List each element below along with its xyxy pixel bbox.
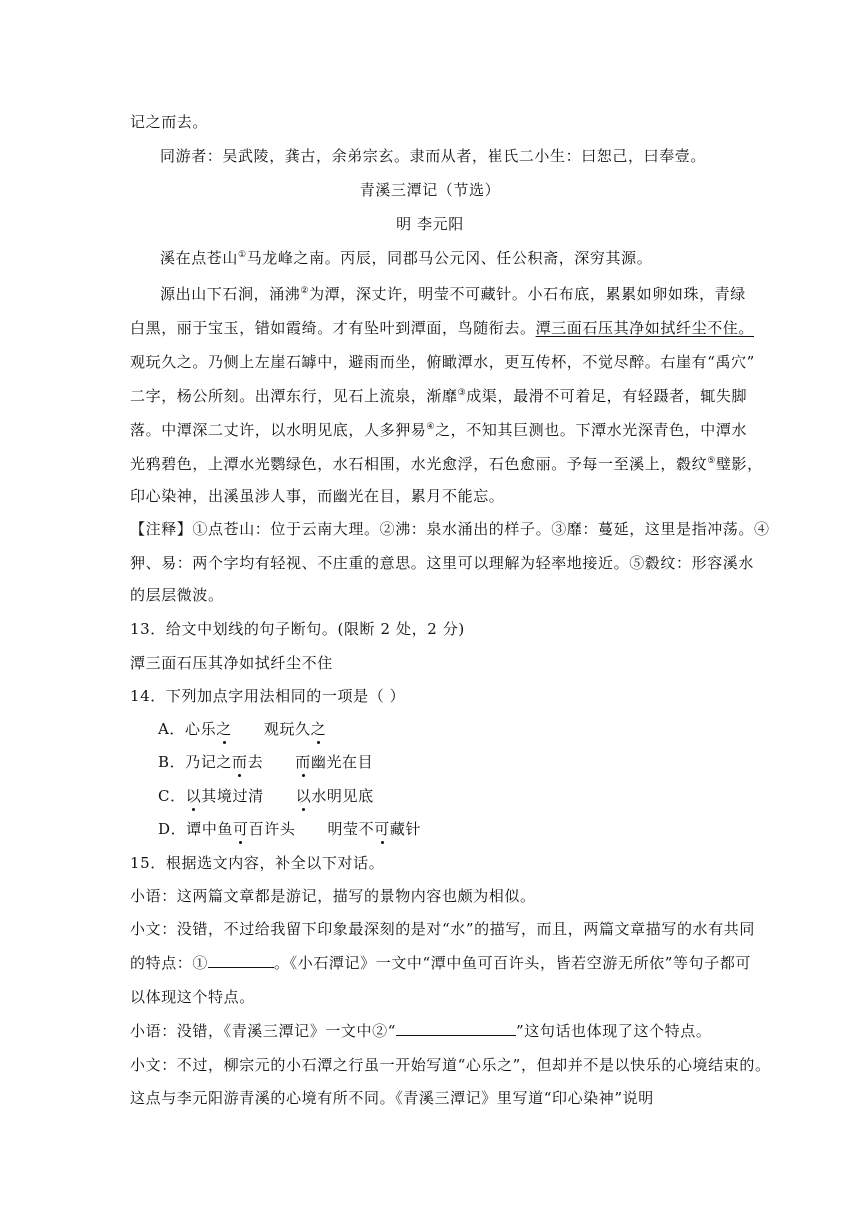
text: C． [158,787,186,805]
text: 明莹不 [327,820,375,838]
text: 二字，杨公所刻。出潭东行，见石上流泉，渐靡 [130,387,458,405]
text: 去 [247,753,264,771]
text: 马龙峰之南。丙辰，同郡马公元冈、任公积斋，深穷其源。 [246,249,653,267]
dialogue-line [130,1088,654,1108]
option-c [158,786,374,806]
text: 印心染神，出溪虽涉人事，而幽光在目，累月不能忘。 [130,487,505,505]
text: 这点与李元阳游青溪的心境有所不同。《青溪三潭记》里写道“印心染神”说明 [130,1089,654,1107]
question-13-sentence [130,653,333,673]
text: 小文：不过，柳宗元的小石潭之行虽一开始写道“心乐之”，但却并不是以快乐的心境结束的。 [130,1056,771,1074]
dialogue-line [130,919,755,939]
dialogue-line [130,1055,771,1075]
text-line [160,248,652,268]
text: 15．根据选文内容，补全以下对话。 [130,854,385,872]
text: 溪在点苍山 [160,249,239,267]
text: B．乃记之 [158,753,233,771]
text: 。《小石潭记》一文中“潭中鱼可百许头，皆若空游无所依”等句子都可 [274,954,752,972]
footnote-mark: ④ [426,422,436,432]
text: 为潭，深丈许，明莹不可藏针。小石布底，累累如卵如珠，青绿 [309,285,746,303]
text: 的层层微波。 [130,586,224,604]
text-line [160,146,706,166]
dotted-char: 以 [295,787,312,805]
text: 水明见底 [311,787,374,805]
text: D．谭中鱼 [158,820,234,838]
text: 其境过清 [201,787,264,805]
text: 之，不知其巨测也。下潭水光深青色，中潭水 [435,421,748,439]
dialogue-line [130,886,536,906]
footnote-mark: ⑤ [707,456,716,466]
text: 小文：没错，不过给我留下印象最深刻的是对“水”的描写，而且，两篇文章描写的水有共同 [130,920,755,938]
text: ”这句话也体现了这个特点。 [515,1022,712,1040]
dotted-char: 可 [374,820,390,838]
text: 13．给文中划线的句子断句。(限断 2 处，2 分) [130,620,465,638]
text: 【注释】①点苍山：位于云南大理。②沸：泉水涌出的样子。③靡：蔓延，这里是指冲荡。④ [130,520,770,538]
underlined-sentence: 潭三面石压其净如拭纤尘不住。 [535,319,755,337]
section-title: 青溪三潭记（节选） [359,181,501,199]
text: 成渠，最滑不可着足，有轻蹑者，辄失脚 [466,387,748,405]
notes-line [130,553,754,573]
dotted-char: 之 [216,720,232,738]
text: 百许头 [248,820,296,838]
text: 小语：没错，《青溪三潭记》一文中②“ [130,1022,396,1040]
text: 藏针 [389,820,422,838]
question-15 [130,853,384,873]
answer-blank-1[interactable] [208,953,274,968]
question-13 [130,619,465,639]
text: 狎、易：两个字均有轻视、不庄重的意思。这里可以理解为轻率地接近。⑤縠纹：形容溪水 [130,554,755,572]
dialogue-line [130,953,751,973]
text: 观玩久之。乃侧上左崖石罅中，避雨而坐，俯瞰潭水，更互传杯，不觉尽醉。右崖有“禹穴” [130,353,755,371]
text: 璧影， [715,455,763,473]
text-line [130,112,208,132]
text-line [130,352,755,372]
text: 白黑，丽于宝玉，错如霞绮。才有坠叶到潭面，鸟随衔去。 [130,319,536,337]
dotted-char: 而 [295,753,311,771]
dotted-char: 以 [185,787,202,805]
text: 同游者：吴武陵，龚古，余弟宗玄。隶而从者，崔氏二小生：曰恕己，曰奉壹。 [160,147,707,165]
option-b [158,752,373,772]
footnote-mark: ① [238,250,247,260]
text: 小语：这两篇文章都是游记，描写的景物内容也颇为相似。 [130,887,536,905]
notes-line [130,585,224,605]
footnote-mark: ③ [457,388,467,398]
footnote-mark: ② [300,286,310,296]
question-14 [130,686,405,706]
text-line [130,486,504,506]
text: 幽光在目 [310,753,374,771]
option-d [158,819,421,839]
text-line [130,318,754,338]
text: 14．下列加点字用法相同的一项是（ ） [130,687,406,705]
dotted-char: 可 [233,820,249,838]
text-line [160,284,746,304]
text-line [130,454,763,474]
text: A．心乐 [158,720,217,738]
text: 观玩久 [263,720,311,738]
dotted-char: 而 [232,753,248,771]
text: 落。中潭深二丈许，以水明见底，人多狎易 [130,421,427,439]
text-line [130,420,747,440]
option-a [158,719,326,739]
notes-line [130,519,770,539]
text: 光鸦碧色，上潭水光鹦绿色，水石相围，水光愈浮，石色愈丽。予每一至溪上，縠纹 [130,455,708,473]
text: 记之而去。 [130,113,209,131]
dialogue-line [130,1021,711,1041]
text: 的特点：① [130,954,209,972]
text: 以体现这个特点。 [130,988,255,1006]
text: 潭三面石压其净如拭纤尘不住 [130,654,333,672]
text: 源出山下石涧，涌沸 [160,285,301,303]
dialogue-line [130,987,255,1007]
dotted-char: 之 [310,720,327,738]
answer-blank-2[interactable] [396,1021,516,1036]
text-line [130,386,747,406]
author-line: 明 李元阳 [396,215,464,233]
